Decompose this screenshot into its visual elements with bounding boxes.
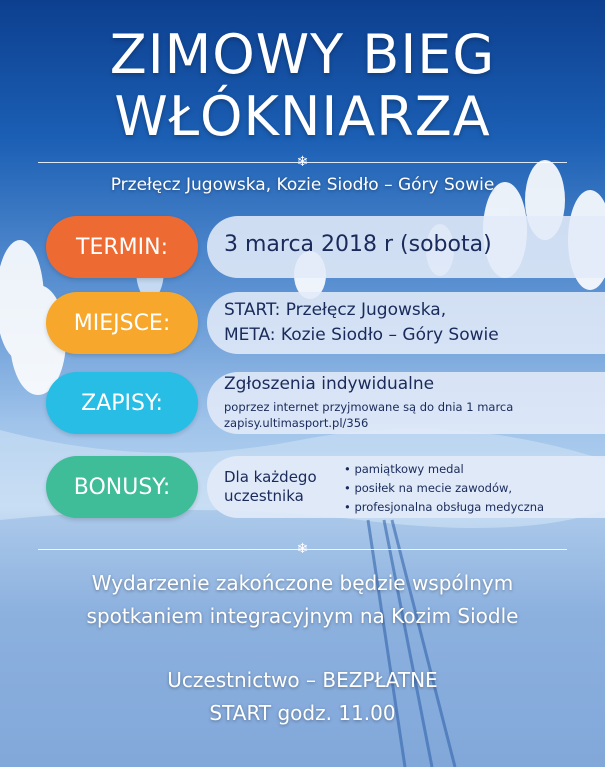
bonusy-intro-2: uczestnika	[224, 487, 304, 505]
zapisy-label: ZAPISY:	[46, 372, 198, 434]
termin-label: TERMIN:	[46, 216, 198, 278]
miejsce-info-box	[207, 292, 605, 354]
miejsce-label: MIEJSCE:	[46, 292, 198, 354]
zapisy-link[interactable]: zapisy.ultimasport.pl/356	[224, 416, 369, 430]
bonusy-label: BONUSY:	[46, 456, 198, 518]
bonusy-intro-1: Dla każdego	[224, 468, 317, 486]
bonus-item: • pamiątkowy medal	[344, 462, 464, 476]
termin-date: 3 marca 2018 r (sobota)	[224, 232, 492, 257]
footer-line-1: Wydarzenie zakończone będzie wspólnym	[91, 571, 514, 595]
title-line-2: WŁÓKNIARZA	[114, 85, 491, 148]
footer-line-2: spotkaniem integracyjnym na Kozim Siodle	[86, 604, 519, 628]
participation-fee: Uczestnictwo – BEZPŁATNE	[167, 668, 438, 692]
event-location-subtitle: Przełęcz Jugowska, Kozie Siodło – Góry Sowie	[110, 175, 495, 195]
start-time: START godz. 11.00	[209, 701, 396, 725]
bonusy-info-box	[207, 456, 605, 518]
snowflake-icon: ❄	[296, 154, 309, 170]
snowflake-icon: ❄	[296, 541, 309, 557]
miejsce-start: START: Przełęcz Jugowska,	[224, 300, 447, 320]
bonus-item: • profesjonalna obsługa medyczna	[344, 500, 545, 514]
zapisy-title: Zgłoszenia indywidualne	[224, 374, 435, 394]
miejsce-meta: META: Kozie Siodło – Góry Sowie	[224, 325, 499, 345]
title-line-1: ZIMOWY BIEG	[109, 23, 496, 86]
termin-info-box	[207, 216, 605, 278]
zapisy-info-box	[207, 372, 605, 434]
bonus-item: • posiłek na mecie zawodów,	[344, 481, 513, 495]
zapisy-deadline: poprzez internet przyjmowane są do dnia 1 marca	[224, 400, 514, 414]
